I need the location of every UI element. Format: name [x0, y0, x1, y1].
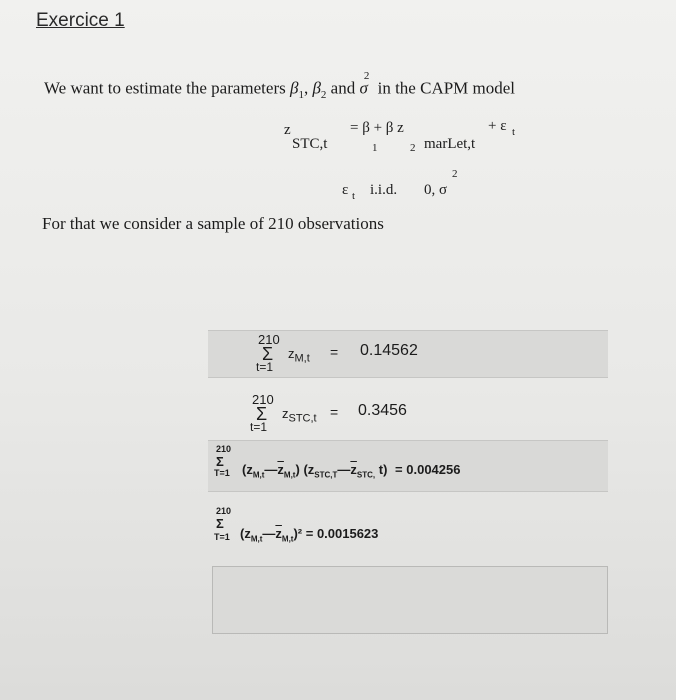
sum4-lower: T=1: [214, 532, 230, 542]
sum3-bar-a: $\overline{z}$: [277, 462, 284, 477]
sum3-bar-b-sub: STC,: [356, 470, 376, 480]
sample-text: For that we consider a sample of 210 observations: [42, 214, 384, 233]
sum2-term-sub: STC,t: [288, 412, 317, 425]
sum4-bar-sub: M,t: [281, 534, 294, 544]
beta1-symbol: β: [289, 78, 299, 98]
intro-line: [44, 70, 516, 102]
model-market-sub: marLet,t: [424, 136, 476, 152]
sum1-upper: 210: [258, 332, 280, 347]
model-eq: = β + β z: [350, 120, 404, 136]
sum3-dash-a: —: [264, 462, 278, 477]
model-z: z: [284, 122, 291, 138]
sum2-value: 0.3456: [358, 402, 407, 419]
sum3-lower: T=1: [214, 468, 230, 478]
sum3-expr-b-sub: STC,T: [314, 470, 338, 480]
answer-box[interactable]: [212, 566, 608, 634]
sum4-upper: 210: [216, 506, 232, 516]
sum1-sigma: Σ: [262, 344, 274, 364]
sum1-term: [288, 346, 310, 365]
sigma-symbol: σ: [359, 78, 368, 98]
sum1-lower: t=1: [256, 360, 274, 374]
sum3-close-a: ): [295, 462, 300, 477]
model-sub-1: 1: [372, 142, 378, 154]
sum3-bar-a-sub: M,t: [283, 470, 296, 480]
sum2-term-z: z: [282, 406, 289, 421]
sum2-upper: 210: [252, 392, 274, 407]
sum3-expr-b: (z: [303, 462, 315, 477]
model-plus-eps: + ε: [488, 118, 507, 134]
sum4-expression: [240, 526, 378, 544]
sum4-bar: $\overline{z}$: [275, 526, 282, 541]
sum4-expr: (z: [240, 526, 251, 541]
sum1-term-sub: M,t: [294, 352, 310, 365]
exercise-heading: Exercice 1: [36, 10, 125, 31]
sum4-expr-sub: M,t: [250, 534, 263, 544]
sum3-sigma: Σ: [216, 454, 224, 469]
intro-text: We want to estimate the parameters: [44, 78, 286, 98]
beta1-sub: 1: [298, 89, 304, 102]
sum2-sigma: Σ: [256, 404, 268, 424]
beta2-symbol: β: [312, 78, 321, 98]
sum3-eq-value: = 0.004256: [395, 462, 461, 477]
sum3-close-b: t): [378, 462, 388, 477]
sum2-term: [282, 406, 317, 425]
beta2-sub: 2: [320, 89, 327, 102]
iid-eps-sub: t: [352, 190, 356, 202]
sum3-dash-b: —: [337, 462, 351, 477]
sigma-sup: 2: [363, 70, 370, 82]
sum3-expr-a-sub: M,t: [252, 470, 265, 480]
model-stc-sub: STC,t: [292, 136, 328, 152]
iid-eps: ε: [342, 182, 349, 198]
sum4-close: )² = 0.0015623: [293, 526, 379, 541]
sum1-term-z: z: [288, 346, 295, 361]
sum3-upper: 210: [216, 444, 232, 454]
sum3-bar-b: $\overline{z}$: [350, 462, 357, 477]
sum2-eq: =: [330, 404, 339, 420]
intro-sep: ,: [303, 78, 309, 98]
iid-label: i.i.d.: [370, 182, 398, 198]
sum3-expression: [242, 462, 460, 480]
sum4-sigma: Σ: [216, 516, 224, 531]
model-sub-2: 2: [410, 142, 416, 154]
sum4-dash: —: [262, 526, 276, 541]
iid-sup: 2: [452, 168, 458, 180]
model-eps-sub: t: [512, 126, 516, 138]
intro-and: and: [330, 78, 356, 98]
intro-tail: in the CAPM model: [377, 78, 516, 98]
iid-dist: 0, σ: [424, 182, 448, 198]
sum3-expr-a: (z: [242, 462, 253, 477]
sum1-eq: =: [330, 344, 339, 360]
sum1-value: 0.14562: [360, 342, 418, 359]
sum2-lower: t=1: [250, 420, 268, 434]
